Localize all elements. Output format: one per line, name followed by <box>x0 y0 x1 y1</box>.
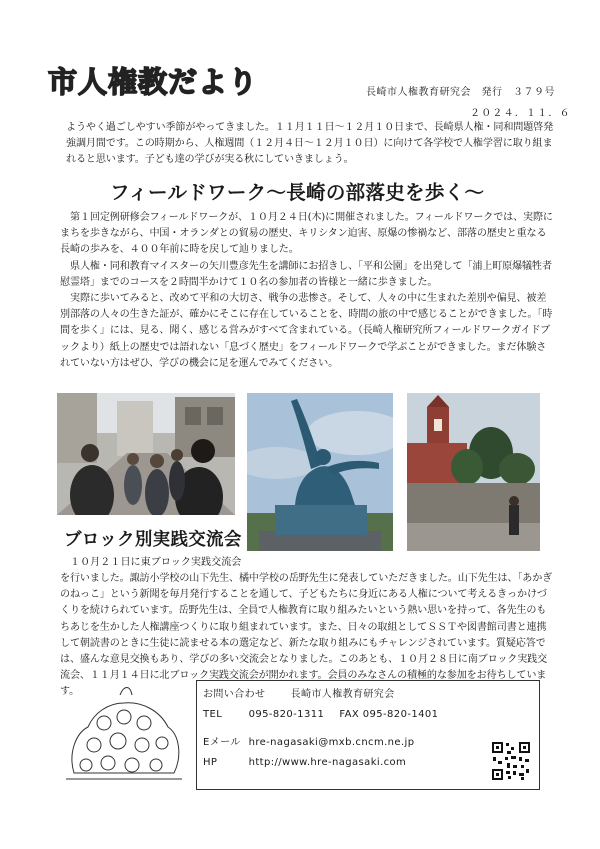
issue-date: ２０２４．１１．６ <box>470 108 571 119</box>
tel-key: TEL <box>203 709 223 720</box>
newsletter-title: 市人権教だより <box>48 65 259 99</box>
fax-key: FAX <box>339 709 360 720</box>
intro-paragraph: ようやく過ごしやすい季節がやってきました。１１月１１日～１２月１０日まで、長崎県人権・同和問題啓発強調月間です。この時期から、人権週間（１２月４日～１２月１０日）に向けて各学校で人権学習に取り組まれると思います。子ども達の学びが実る秋にしていきましょう。 <box>66 122 554 166</box>
email-key: Eメール <box>203 737 241 748</box>
fieldwork-paragraph-1: 第１回定例研修会フィールドワークが、１０月２４日(木)に開催されました。フィールドワークでは、実際にまちを歩きながら、中国・オランダとの貿易の歴史、キリシタン迫害、原爆の惨禍など、部落の歴史と重なる長崎の歩みを、４００年前に時を戻して辿りました。 <box>60 212 553 256</box>
fax-number: 095-820-1401 <box>362 709 439 720</box>
publisher-info: 長崎市人権教育研究会 発行 ３７９号 <box>366 87 555 98</box>
fieldwork-heading: フィールドワーク～長崎の部落史を歩く～ <box>110 181 485 204</box>
fieldwork-paragraph-2: 県人権・同和教育マイスターの矢川豊彦先生を講師にお招きし、「平和公園」を出発して「浦上町原爆犠牲者慰霊塔」までのコースを２時間半かけて１０名の参加者の皆様と一緒に歩きました。 <box>60 260 552 288</box>
contact-label: お問い合わせ <box>203 689 266 700</box>
contact-org: 長崎市人権教育研究会 <box>290 689 395 700</box>
hp-key: HP <box>203 757 218 768</box>
tel-number: 095-820-1311 <box>248 709 325 720</box>
homepage-url[interactable]: http://www.hre-nagasaki.com <box>248 757 407 768</box>
fieldwork-street-photo <box>57 393 235 515</box>
fieldwork-paragraph-3: 実際に歩いてみると、改めて平和の大切さ、戦争の悲惨さ。そして、人々の中に生まれた差別や偏見、被差別部落の人々の生きた証が、確かにそこに存在していることを、時間の旅の中で感じることができました。「時間を歩く」には、見る、聞く、感じる営みがすべて含まれている。（長崎人権研究所フィールドワークガイドブックより）紙上の歴史では語れない「息づく歴史」をフィールドワークで学ぶことができました。まだ体験されていない方はぜひ、学びの機会に足を運んでみてください。 <box>60 293 553 369</box>
fieldwork-body <box>60 210 554 372</box>
block-exchange-first-line: １０月２１日に東ブロック実践交流会 <box>70 557 242 568</box>
block-exchange-paragraph: を行いました。諏訪小学校の山下先生、橘中学校の岳野先生に発表していただきました。山下先生は、「あかぎのねっこ」という新聞を毎月発行することを通して、子どもたちに身近にある人権について考えるきっかけづくりを続けられています。岳野先生は、全員で人権教育に取り組みたいという熱い思いを持って、各先生のもちあじを生かした人権講座つくりに取り組まれています。また、日々の取組としてＳＳＴや図書館司書と連携して朝読書のときに生徒に読ませる本の選定など、新たな取り組みにもチャレンジされています。質疑応答では、盛んな意見交換もあり、学びの多い交流会となりました。このあとも、１０月２８日に南ブロック実践交流会、１１月１４日に北ブロック実践交流会が開かれます。会員のみなさんの積極的な参加をお待ちしています。 <box>60 573 553 698</box>
qr-code-icon[interactable] <box>491 741 531 781</box>
mascot-illustration <box>64 683 184 783</box>
email-address[interactable]: hre-nagasaki@mxb.cncm.ne.jp <box>248 737 415 748</box>
church-photo <box>407 393 540 551</box>
block-exchange-heading: ブロック別実践交流会 <box>64 530 242 550</box>
contact-box <box>196 680 540 790</box>
peace-statue-photo <box>247 393 393 551</box>
